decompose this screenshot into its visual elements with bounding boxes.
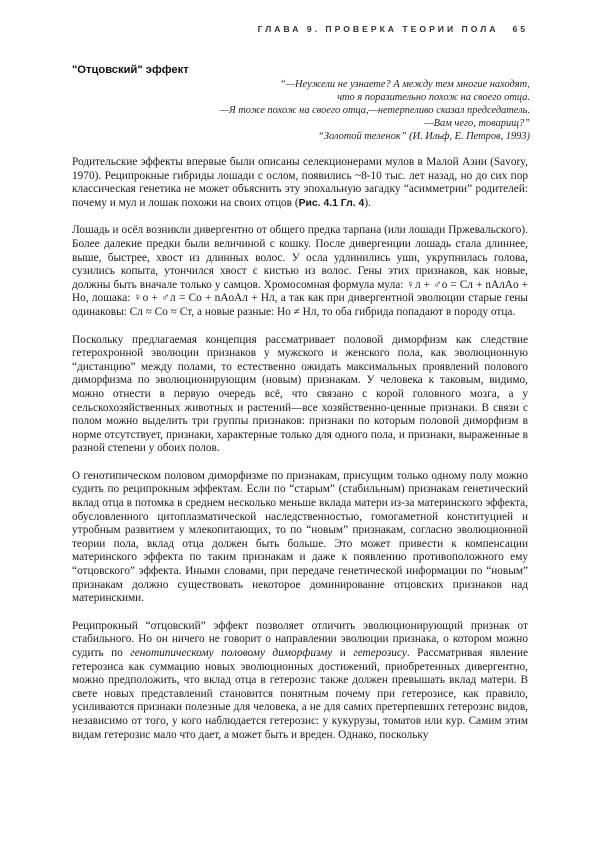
paragraph-text: Реципрокный “отцовский” эффект позволяет отличить эволюционирующий признак от стабильного. Но он ничего не говорит о направлении эволюции признака, о котором можно судить по — [72, 619, 528, 659]
formula-mule: ♀л + ♂о = Cл + nAлAо + Hо — [72, 278, 528, 305]
paragraph-text: , а так как при дивергентной эволюции старые гены одинаковы: — [72, 292, 528, 318]
paragraph-1 — [72, 156, 528, 210]
figure-reference: Рис. 4.1 Гл. 4 — [298, 197, 365, 209]
formula-hinny: ♀о + ♂л = Cо + nAоAл + Hл — [133, 292, 275, 305]
running-header — [258, 24, 528, 34]
paragraph-2 — [72, 224, 528, 319]
page-number: 65 — [512, 24, 528, 34]
epigraph-line: что я поразительно похож на своего отца. — [337, 92, 530, 103]
paragraph-text: и — [339, 647, 346, 659]
italic-term: гетерозису — [353, 647, 407, 659]
formula-new-genes: Hо ≠ Hл — [277, 305, 317, 318]
epigraph-line: “—Неужели не узнаете? А между тем многие находят, — [280, 79, 530, 90]
paragraph-text: , лошака: — [85, 292, 131, 305]
paragraph-5 — [72, 620, 528, 742]
epigraph-line: —Я тоже похож на своего отца,—нетерпеливо сказал председатель. — [219, 105, 530, 116]
paragraph-text: , то оба гибрида попадают в породу отца. — [316, 305, 516, 318]
paragraph-text: . Рассматривая явление гетерозиса как суммацию новых эволюционных достижений, приобретенных дивергентно, можно предположить, что вклад отца в гетерозис также должен превышать вклад матери. В свете новых представлений становится понятным почему при гетерозисе, как правило, усиливаются признаки полезные для человека, а не для самих претерпевших гетерозис видов, независимо от того, у кого наблюдается гетерозис: у кукурузы, томатов или кур. Самим этим видам гетерозис мало что дает, а может быть и вреден. Однако, поскольку — [72, 647, 529, 741]
paragraph-text: ). — [364, 196, 371, 209]
epigraph-line: —Вам чего, товарищ?” — [424, 118, 530, 129]
chapter-title: ГЛАВА 9. ПРОВЕРКА ТЕОРИИ ПОЛА — [257, 24, 499, 34]
italic-term: генотипическому половому диморфизму — [130, 647, 333, 659]
section-title: "Отцовский" эффект — [72, 64, 189, 76]
paragraph-text: , а новые разные: — [191, 305, 275, 318]
epigraph-source: “Золотой теленок” (И. Ильф, Е. Петров, 1993) — [318, 131, 530, 142]
formula-old-genes: Cл ≈ Cо ≈ Cт — [129, 305, 192, 318]
body-text — [72, 156, 528, 756]
paragraph-3: Поскольку предлагаемая концепция рассматривает половой диморфизм как следствие гетерохронной эволюции признаков у мужского и женского пола, как эволюционную “дистанцию” между полами, то естественно ожидать максимальных проявлений полового диморфизма по эволюционирующим (новым) признакам. У человека к таковым, видимо, можно отнести в первую очередь всё, что связано с корой головного мозга, а у сельскохозяйственных животных и растений—все хозяйственно-ценные признаки. В связи с полом можно выделить три группы признаков: признаки по которым половой диморфизм в норме отсутствует, признаки, характерные только для одного пола, и признаки, выраженные в разной степени у обоих полов. — [72, 333, 528, 455]
paragraph-text: Родительские эффекты впервые были описаны селекционерами мулов в Малой Азии (Savory, 1970). Реципрокные гибриды лошади с ослом, появились ~8-10 тыс. лет назад, но до сих пор классическая генетика не может объяснить эту эпохальную загадку “асимметрии” родителей: почему и мул и лошак похожи на своих отцов ( — [72, 156, 528, 209]
epigraph — [210, 78, 530, 143]
paragraph-text: Лошадь и осёл возникли дивергентно от общего предка тарпана (или лошади Пржевальского). Более далекие предки были величиной с кошку. После дивергенции лошадь стала длиннее, выше, быстрее, хвост из длинных волос. У осла удлинились уши, укрупнилась голова, сузились копыта, утончился хвост с кистью из волос. Гены этих признаков, как новые, должны быть вначале только у самцов. Хромосомная формула мула: — [72, 224, 528, 291]
paragraph-4: О генотипическом половом диморфизме по признакам, присущим только одному полу можно судить по реципрокным эффектам. Если по “старым” (стабильным) признакам генетический вклад отца в потомка в среднем несколько меньше вклада матери из-за материнского эффекта, обусловленного цитоплазматической наследственностью, гомогаметной конституцией и утробным развитием у млекопитающих, то по “новым” признакам, согласно эволюционной теории пола, вклад отца должен быть больше. Это может привести к компенсации материнского эффекта по таким признакам и даже к появлению противоположного ему “отцовского” эффекта. Иными словами, при передаче генетической информации по “новым” признакам должно существовать некоторое доминирование отцовских признаков над материнскими. — [72, 469, 528, 605]
